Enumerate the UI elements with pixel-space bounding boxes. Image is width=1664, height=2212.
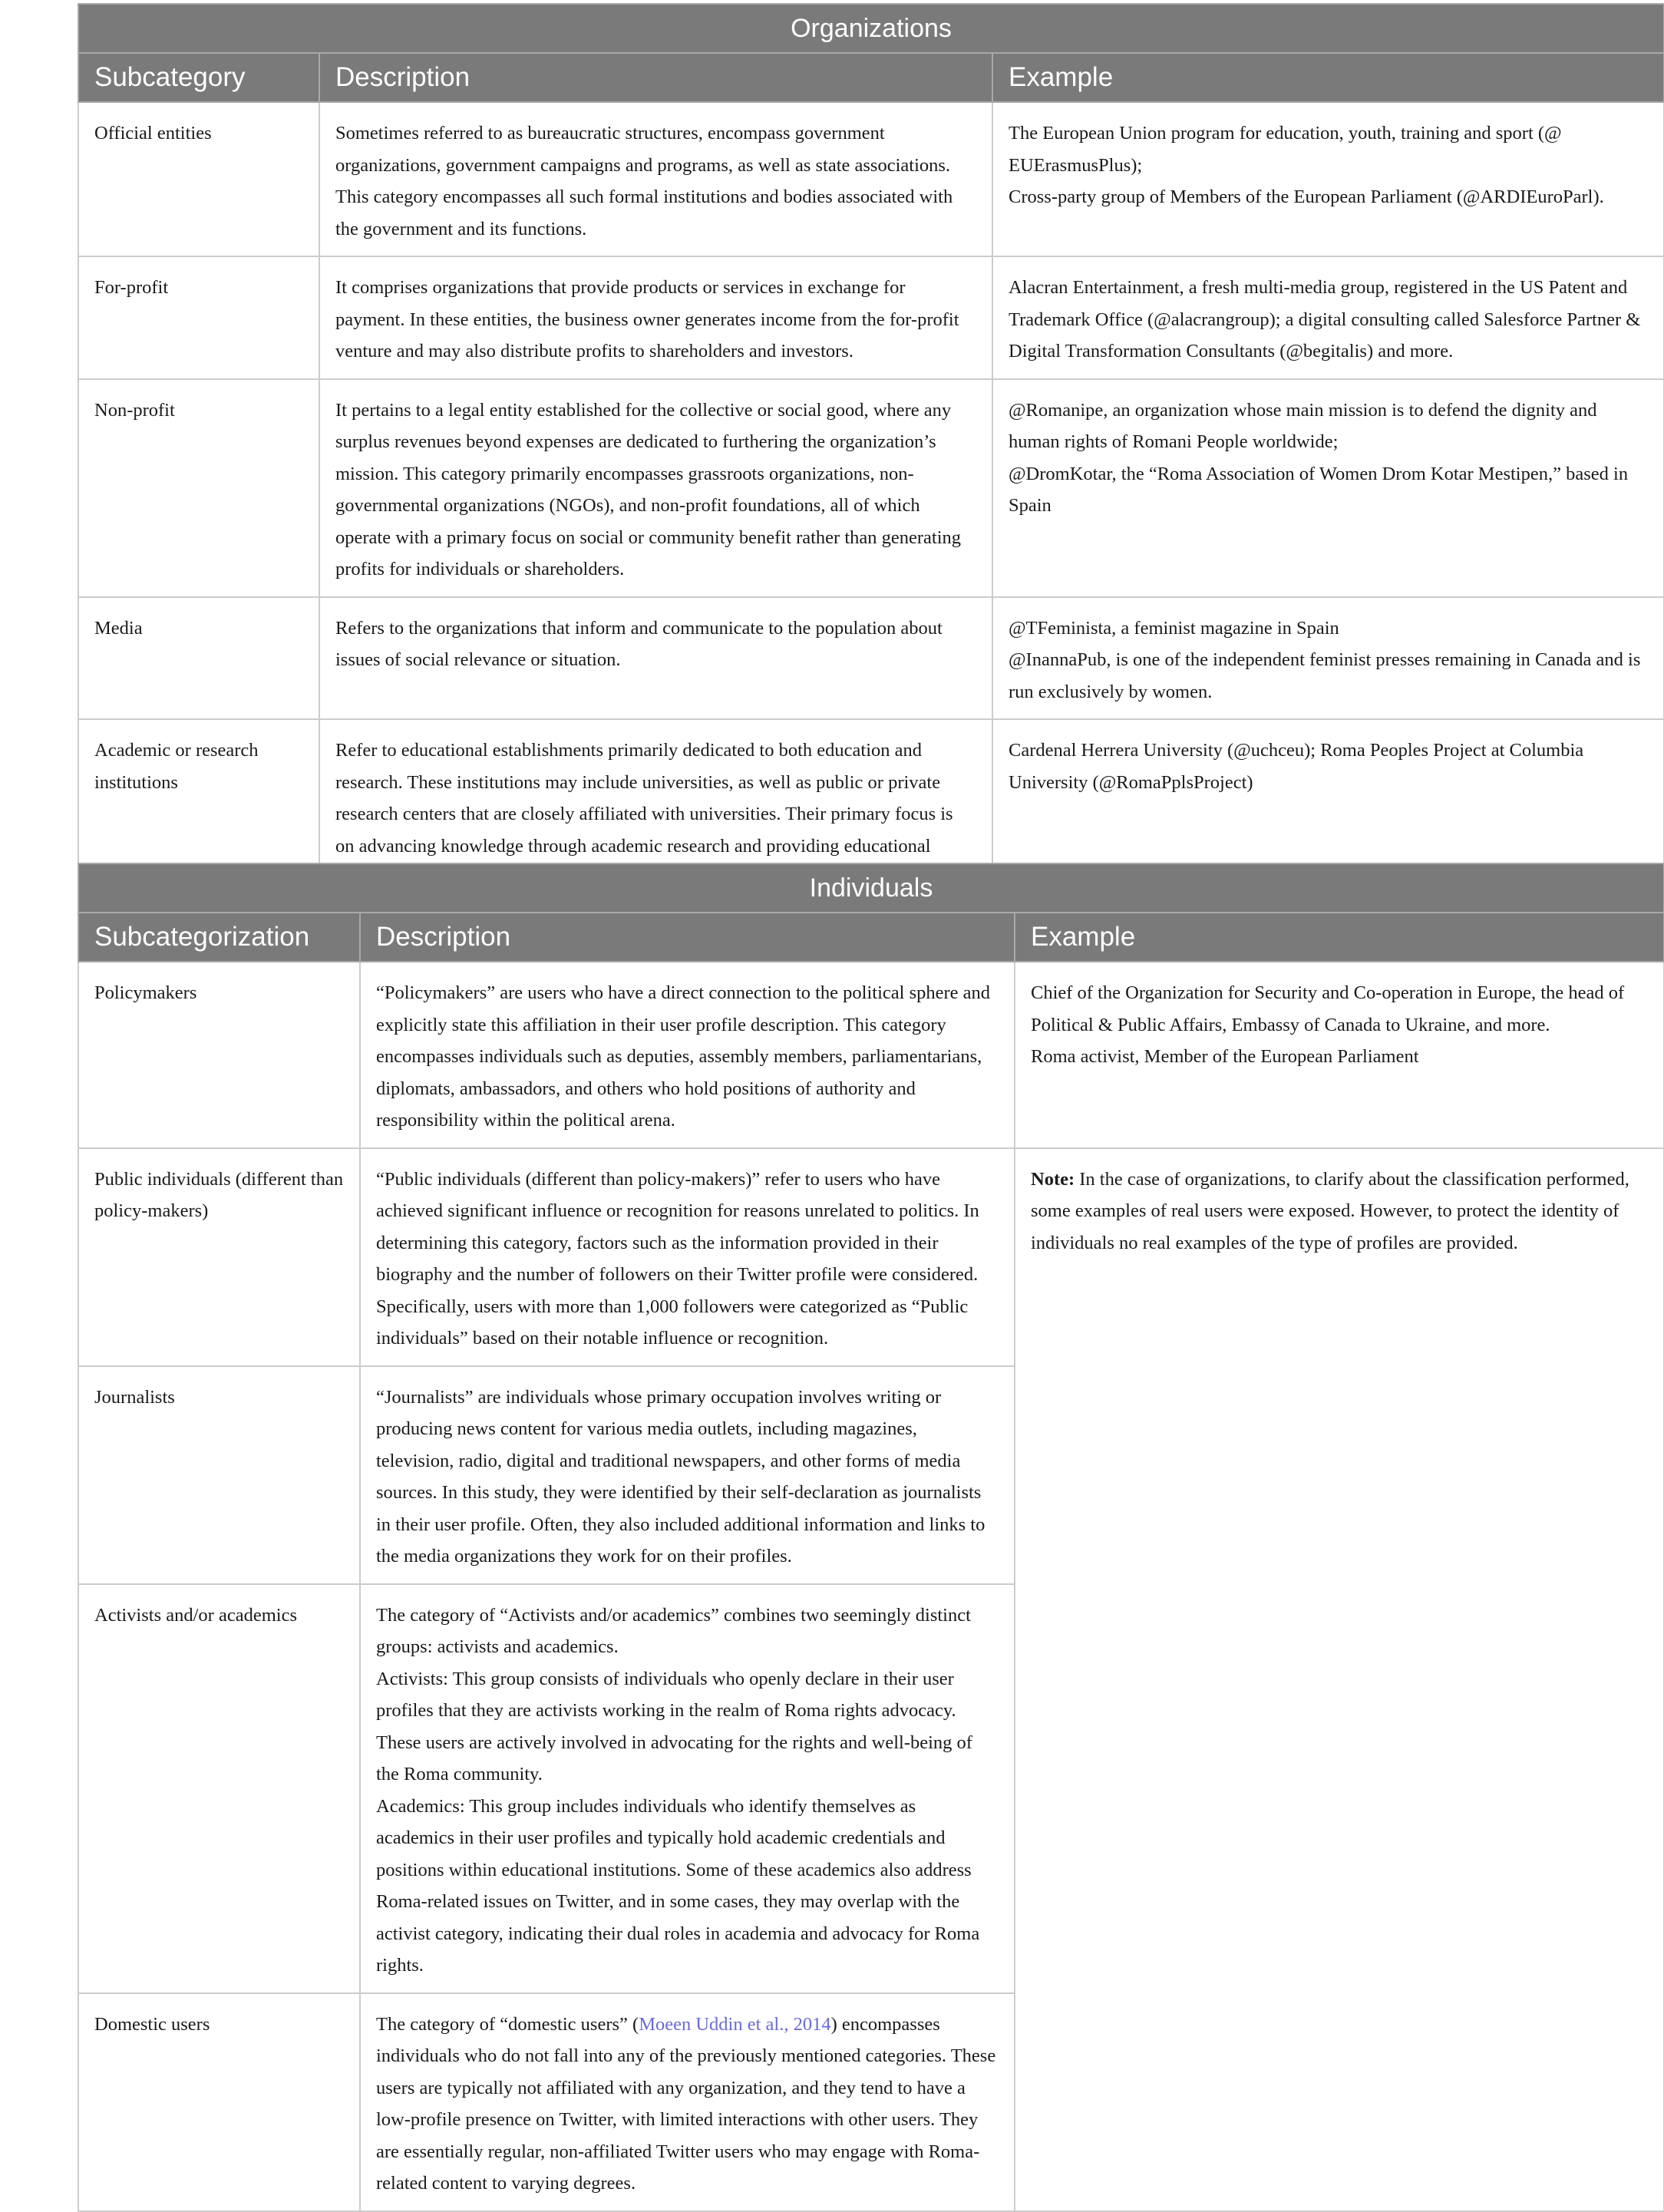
description-paragraph: The category of “Activists and/or academics” combines two seemingly distinct groups: activists and academics. [376, 1604, 971, 1657]
subcategory-cell: Domestic users [78, 1993, 360, 2211]
table-row [78, 1148, 1664, 1366]
description-cell: Sometimes referred to as bureaucratic structures, encompass government organizations, government campaigns and programs, as well as state associations. This category encompasses all such formal institutions and bodies associated with the government and its functions. [319, 102, 992, 256]
table-row [78, 597, 1664, 720]
example-line: Alacran Entertainment, a fresh multi-media group, registered in the US Patent and Trademark Office (@alacrangroup); a digital consulting called Salesforce Partner & Digital Transformation Consultants (@begitalis) and more. [1009, 277, 1641, 362]
citation-link[interactable]: Moeen Uddin et al., 2014 [639, 2013, 831, 2035]
subcategory-cell: For-profit [78, 256, 319, 379]
table-row [78, 962, 1664, 1148]
description-header: Description [360, 913, 1015, 962]
example-cell [992, 379, 1664, 597]
example-line: Cross-party group of Members of the European Parliament (@ARDIEuroParl). [1009, 187, 1604, 207]
example-cell [992, 597, 1664, 720]
example-line: @TFeminista, a feminist magazine in Spain [1009, 617, 1339, 639]
subcategory-cell: Official entities [78, 102, 319, 256]
description-cell: Refer to educational establishments primarily dedicated to both education and research. These institutions may include universities, as well as public or private research centers that are closely affiliated with universities. Their primary focus is on advancing knowledge through academic research and providing educational [319, 719, 992, 906]
subcategory-header: Subcategory [78, 53, 319, 102]
description-text-before: The category of “domestic users” ( [376, 2013, 639, 2035]
description-header: Description [319, 53, 992, 102]
example-line: Roma activist, Member of the European Parliament [1031, 1046, 1419, 1067]
description-cell: “Policymakers” are users who have a direct connection to the political sphere and explicitly state this affiliation in their user profile description. This category encompasses individuals such as deputies, assembly members, parliamentarians, diplomats, ambassadors, and others who hold positions of authority and responsibility within the political arena. [360, 962, 1015, 1148]
subcategory-cell: Academic or research institutions [78, 719, 319, 906]
table-row [78, 102, 1664, 256]
description-cell: It comprises organizations that provide products or services in exchange for payment. In these entities, the business owner generates income from the for-profit venture and may also distribute profits to shareholders and investors. [319, 256, 992, 379]
subcategory-cell: Activists and/or academics [78, 1584, 360, 1993]
example-cell [992, 256, 1664, 379]
description-paragraph: Academics: This group includes individuals who identify themselves as academics in their user profiles and typically hold academic credentials and positions within educational institutions. Some of these academics also address Roma-related issues on Twitter, and in some cases, they may overlap with the activist category, indicating their dual roles in academia and advocacy for Roma rights. [376, 1795, 980, 1976]
example-header: Example [992, 53, 1664, 102]
subcategorization-header: Subcategorization [78, 913, 360, 962]
description-text-after: ) encompasses individuals who do not fall into any of the previously mentioned categories. These users are typically not affiliated with any organization, and they tend to have a low-profile presence on Twitter, with limited interactions with other users. They are essentially regular, non-affiliated Twitter users who may engage with Roma-related content to varying degrees. [376, 2013, 996, 2194]
individuals-title: Individuals [78, 863, 1664, 913]
example-line: Chief of the Organization for Security and Co-operation in Europe, the head of Political & Public Affairs, Embassy of Canada to Ukraine, and more. [1031, 982, 1625, 1035]
example-cell [1015, 962, 1664, 1148]
note-label: Note: [1031, 1168, 1075, 1190]
note-cell [1015, 1148, 1664, 2211]
example-line: Cardenal Herrera University (@uchceu); Roma Peoples Project at Columbia University (@RomaPplsProject) [1009, 740, 1584, 793]
note-text: In the case of organizations, to clarify about the classification performed, some examples of real users were exposed. However, to protect the identity of individuals no real examples of the type of profiles are provided. [1031, 1168, 1629, 1253]
subcategory-cell: Media [78, 597, 319, 720]
example-line: @InannaPub, is one of the independent feminist presses remaining in Canada and is run exclusively by women. [1009, 649, 1641, 702]
example-line: @DromKotar, the “Roma Association of Women Drom Kotar Mestipen,” based in Spain [1009, 463, 1629, 516]
description-cell: It pertains to a legal entity established for the collective or social good, where any surplus revenues beyond expenses are dedicated to furthering the organization’s mission. This category primarily encompasses grassroots organizations, non-governmental organizations (NGOs), and non-profit foundations, all of which operate with a primary focus on social or community benefit rather than generating profits for individuals or shareholders. [319, 379, 992, 597]
example-cell [992, 102, 1664, 256]
description-cell: Refers to the organizations that inform and communicate to the population about issues of social relevance or situation. [319, 597, 992, 720]
example-line: @Romanipe, an organization whose main mission is to defend the dignity and human rights of Romani People worldwide; [1009, 399, 1597, 452]
subcategory-cell: Public individuals (different than policy-makers) [78, 1148, 360, 1366]
subcategory-cell: Non-profit [78, 379, 319, 597]
example-header: Example [1015, 913, 1664, 962]
description-cell [360, 1584, 1015, 1993]
organizations-title: Organizations [78, 4, 1664, 53]
description-paragraph: Activists: This group consists of individuals who openly declare in their user profiles that they are activists working in the realm of Roma rights advocacy. These users are actively involved in advocating for the rights and well-being of the Roma community. [376, 1668, 972, 1784]
description-cell [360, 1993, 1015, 2211]
example-line: The European Union program for education, youth, training and sport (@ EUErasmusPlus); [1009, 123, 1562, 176]
subcategory-cell: Journalists [78, 1366, 360, 1584]
description-cell: “Journalists” are individuals whose primary occupation involves writing or producing news content for various media outlets, including magazines, television, radio, digital and traditional newspapers, and other forms of media sources. In this study, they were identified by their self-declaration as journalists in their user profile. Often, they also included additional information and links to the media organizations they work for on their profiles. [360, 1366, 1015, 1584]
organizations-table [78, 3, 1664, 906]
description-cell: “Public individuals (different than policy-makers)” refer to users who have achieved significant influence or recognition for reasons unrelated to politics. In determining this category, factors such as the information provided in their biography and the number of followers on their Twitter profile were considered. Specifically, users with more than 1,000 followers were categorized as “Public individuals” based on their notable influence or recognition. [360, 1148, 1015, 1366]
table-row [78, 256, 1664, 379]
table-row [78, 379, 1664, 597]
individuals-table [78, 863, 1664, 2212]
subcategory-cell: Policymakers [78, 962, 360, 1148]
